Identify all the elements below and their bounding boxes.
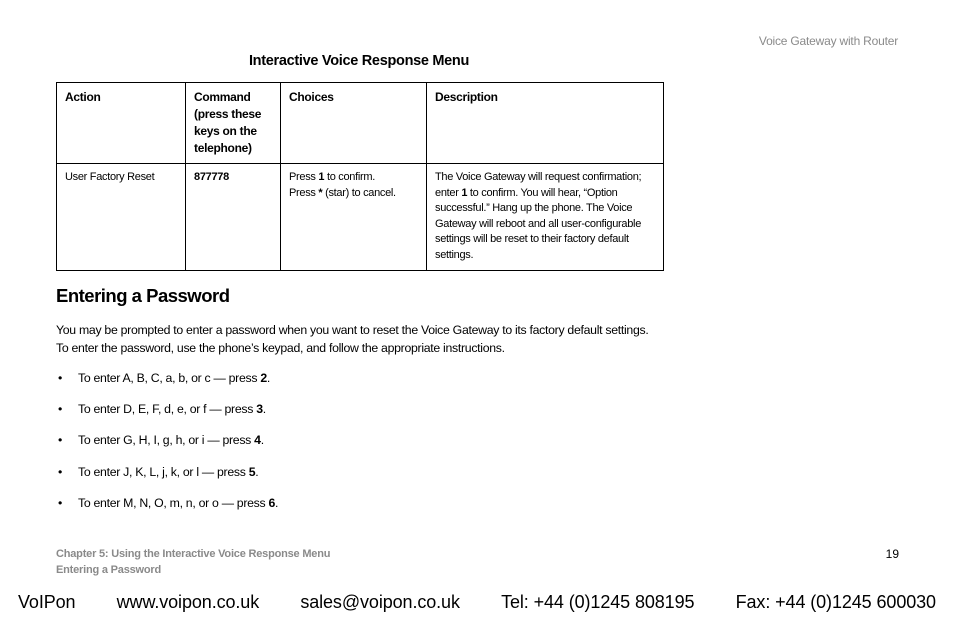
phone-number: Tel: +44 (0)1245 808195 — [501, 592, 695, 612]
cell-action: User Factory Reset — [57, 164, 186, 271]
choice-cancel: Press * (star) to cancel. — [289, 186, 396, 199]
cell-choices — [281, 164, 427, 271]
list-item: • To enter M, N, O, m, n, or o — press 6. — [58, 495, 279, 510]
header-choices: Choices — [281, 83, 427, 164]
list-item: • To enter D, E, F, d, e, or f — press 3. — [58, 402, 266, 417]
list-item: • To enter A, B, C, a, b, or c — press 2. — [58, 371, 270, 385]
header-description: Description — [427, 83, 664, 164]
ivr-menu-table — [56, 82, 664, 271]
footer-subsection: Entering a Password — [56, 564, 162, 576]
fax-number: Fax: +44 (0)1245 600030 — [735, 592, 936, 612]
cell-description: The Voice Gateway will request confirmation; enter 1 to confirm. You will hear, “Option successful.” Hang up the phone. The Voice Gateway will reboot and all user-configurable settings will be reset to their factory default settings. — [427, 164, 664, 271]
page-footer — [56, 546, 330, 578]
list-item: • To enter J, K, L, j, k, or l — press 5. — [58, 464, 259, 479]
contact-bar — [18, 592, 936, 613]
page-number: 19 — [885, 547, 899, 561]
bullet-icon: • — [58, 371, 63, 385]
bullet-icon: • — [58, 433, 63, 448]
intro-paragraph: You may be prompted to enter a password when you want to reset the Voice Gateway to its factory default settings. To enter the password, use the phone’s keypad, and follow the appropriate instructions. — [56, 323, 649, 355]
keypad-instructions-list — [56, 369, 278, 525]
website-link[interactable]: www.voipon.co.uk — [116, 592, 260, 612]
table-title: Interactive Voice Response Menu — [248, 53, 470, 69]
email-link[interactable]: sales@voipon.co.uk — [300, 592, 460, 612]
section-title: Entering a Password — [56, 285, 230, 306]
list-item: • To enter G, H, I, g, h, or i — press 4. — [58, 433, 264, 448]
table-header-row — [57, 83, 664, 164]
cell-command — [186, 164, 281, 271]
bullet-icon: • — [58, 402, 63, 417]
footer-chapter: Chapter 5: Using the Interactive Voice Response Menu — [56, 548, 331, 560]
header-command: Command (press these keys on the telephone) — [186, 83, 281, 164]
choice-confirm: Press 1 to confirm. — [289, 171, 376, 183]
header-action: Action — [57, 83, 186, 164]
running-header: Voice Gateway with Router — [758, 34, 898, 48]
command-code: 877778 — [194, 171, 229, 183]
bullet-icon: • — [58, 495, 63, 510]
company-name: VoIPon — [18, 592, 76, 612]
bullet-icon: • — [58, 464, 63, 479]
table-row — [57, 164, 664, 271]
